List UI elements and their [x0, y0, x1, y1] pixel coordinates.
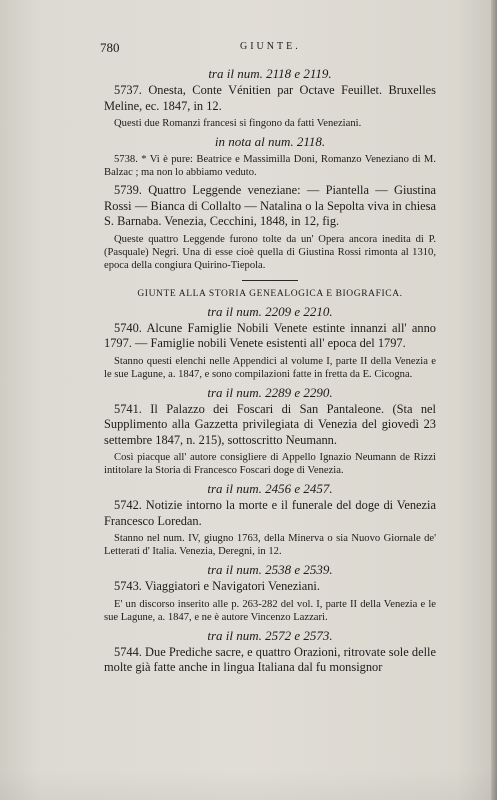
insertion-locator: in nota al num. 2118. — [214, 134, 326, 149]
entry-text: 5737. Onesta, Conte Vénitien par Octave Feuillet. Bruxelles Meline, ec. 1847, in 12. — [104, 83, 436, 113]
entry-text: 5744. Due Prediche sacre, e quattro Orazioni, ritrovate sole delle molte già fatte anche in lingua Italiana dal fu monsignor — [104, 644, 436, 674]
page-header — [100, 40, 440, 56]
entry-note: 5738. * Vi è pure: Beatrice e Massimilla Doni, Romanzo Veneziano di M. Balzac ; ma non lo abbiamo veduto. — [104, 154, 436, 178]
page-number: 780 — [100, 40, 120, 55]
entry-note: Questi due Romanzi francesi si fingono da fatti Veneziani. — [114, 118, 362, 129]
insertion-locator: tra il num. 2118 e 2119. — [208, 66, 332, 81]
page-body — [104, 64, 436, 676]
entry-note: Queste quattro Leggende furono tolte da un' Opera ancora inedita di P. (Pasquale) Negri. Una di esse cioè quella di Giustina Rossi rimonta al 1310, epoca della congiura Quirino-Tiepola. — [104, 233, 436, 271]
entry-text: 5741. Il Palazzo dei Foscari di San Pantaleone. (Sta nel Supplimento alla Gazzetta privilegiata di Venezia del giovedì 23 settembre 1847, n. 215), sottoscritto Neumann. — [104, 401, 436, 447]
entry-note: Stanno questi elenchi nelle Appendici al volume I, parte II della Venezia e le sue Lagune, a. 1847, e sono compilazioni fatte in fretta da E. Cicogna. — [104, 355, 436, 380]
entry-note: E' un discorso inserito alle p. 263-282 del vol. I, parte II della Venezia e le sue Lagune, a. 1847, e ne è autore Vincenzo Lazzari. — [104, 598, 436, 623]
running-head: GIUNTE. — [240, 41, 301, 52]
entry-note: Stanno nel num. IV, giugno 1763, della Minerva o sia Nuovo Giornale de' Letterati d' Italia. Venezia, Deregni, in 12. — [104, 533, 436, 557]
page-bottom-shade — [0, 770, 497, 800]
insertion-locator: tra il num. 2209 e 2210. — [207, 303, 333, 319]
page-spine-shadow — [491, 0, 497, 800]
insertion-locator: tra il num. 2289 e 2290. — [207, 384, 333, 400]
entry-note: Così piacque all' autore consigliere di Appello Ignazio Neumann de Rizzi intitolare la Storia di Francesco Foscari doge di Venezia. — [104, 452, 436, 476]
section-heading: GIUNTE ALLA STORIA GENEALOGICA E BIOGRAFICA. — [137, 288, 403, 299]
insertion-locator: tra il num. 2538 e 2539. — [207, 562, 333, 577]
entry-text: 5743. Viaggiatori e Navigatori Veneziani. — [114, 579, 320, 593]
section-rule — [242, 280, 298, 281]
entry-text: 5739. Quattro Leggende veneziane: — Piantella — Giustina Rossi — Bianca di Collalto — Natalina o la Sepolta viva in chiesa S. Barnaba. Venezia, Cecchini, 1848, in 12, fig. — [104, 183, 436, 228]
insertion-locator: tra il num. 2456 e 2457. — [207, 481, 333, 496]
entry-text: 5740. Alcune Famiglie Nobili Venete estinte innanzi all' anno 1797. — Famiglie nobili Venete esistenti all' epoca del 1797. — [104, 320, 436, 350]
entry-text: 5742. Notizie intorno la morte e il funerale del doge di Venezia Francesco Loredan. — [104, 498, 436, 528]
insertion-locator: tra il num. 2572 e 2573. — [207, 627, 333, 643]
